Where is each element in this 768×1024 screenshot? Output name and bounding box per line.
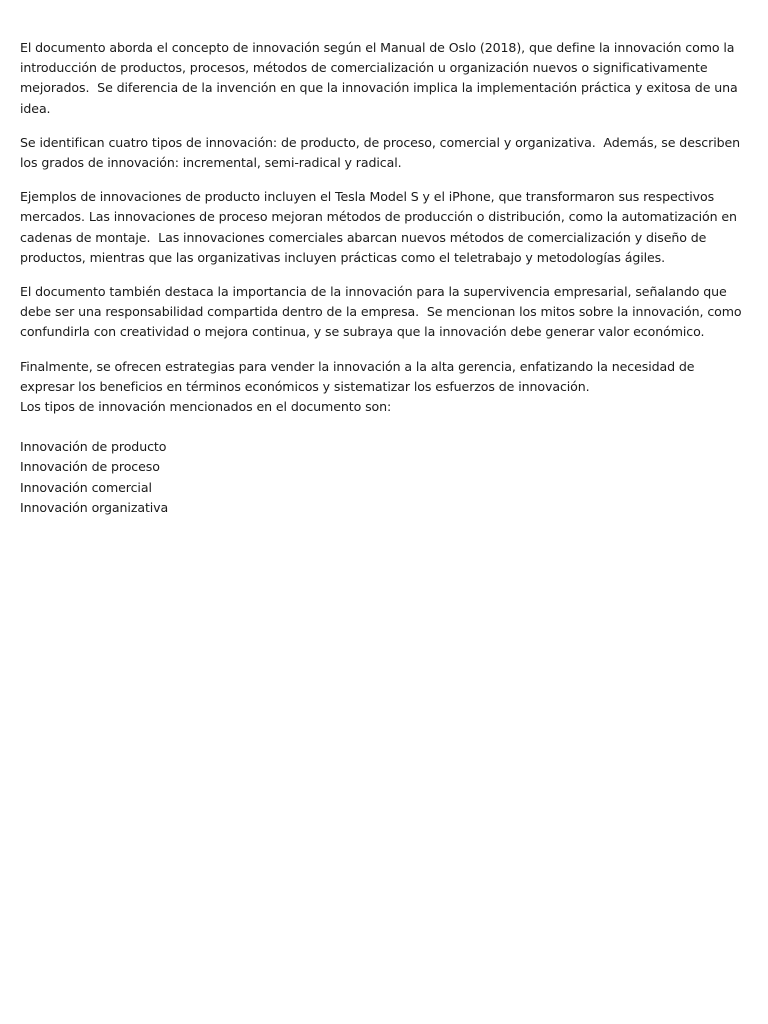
list-item-product: Innovación de producto xyxy=(20,439,167,455)
list-item-organizational: Innovación organizativa xyxy=(20,499,169,515)
innovation-types-list xyxy=(20,437,748,518)
document-page xyxy=(20,38,748,518)
list-spacer xyxy=(20,417,748,437)
paragraph-strategies: Finalmente, se ofrecen estrategias para vender la innovación a la alta gerencia, enfatizando la necesidad de expresar los beneficios en términos económicos y sistematizar los esfuerzos de innovación. xyxy=(20,358,699,394)
list-intro: Los tipos de innovación mencionados en el documento son: xyxy=(20,399,392,415)
paragraph-types-and-degrees: Se identifican cuatro tipos de innovación: de producto, de proceso, comercial y organizativa. Además, se describen los grados de innovación: incremental, semi-radical y radical. xyxy=(20,134,744,171)
paragraph-definition: El documento aborda el concepto de innovación según el Manual de Oslo (2018), que define la innovación como la introducción de productos, procesos, métodos de comercialización u organización nuevos o significativamente mejorados. Se diferencia de la invención en que la innovación implica la implementación práctica y exitosa de una idea. xyxy=(20,40,742,116)
paragraph-examples: Ejemplos de innovaciones de producto incluyen el Tesla Model S y el iPhone, que transformaron sus respectivos mercados. Las innovaciones de proceso mejoran métodos de producción o distribución, como la automatización en cadenas de montaje. Las innovaciones comerciales abarcan nuevos métodos de comercialización y diseño de productos, mientras que las organizativas incluyen prácticas como el teletrabajo y metodologías ágiles. xyxy=(20,189,741,265)
list-item-commercial: Innovación comercial xyxy=(20,479,152,495)
paragraph-importance: El documento también destaca la importancia de la innovación para la supervivencia empresarial, señalando que debe ser una responsabilidad compartida dentro de la empresa. Se mencionan los mitos sobre la innovación, como confundirla con creatividad o mejora continua, y se subraya que la innovación debe generar valor económico. xyxy=(20,284,746,340)
list-item-process: Innovación de proceso xyxy=(20,459,160,475)
